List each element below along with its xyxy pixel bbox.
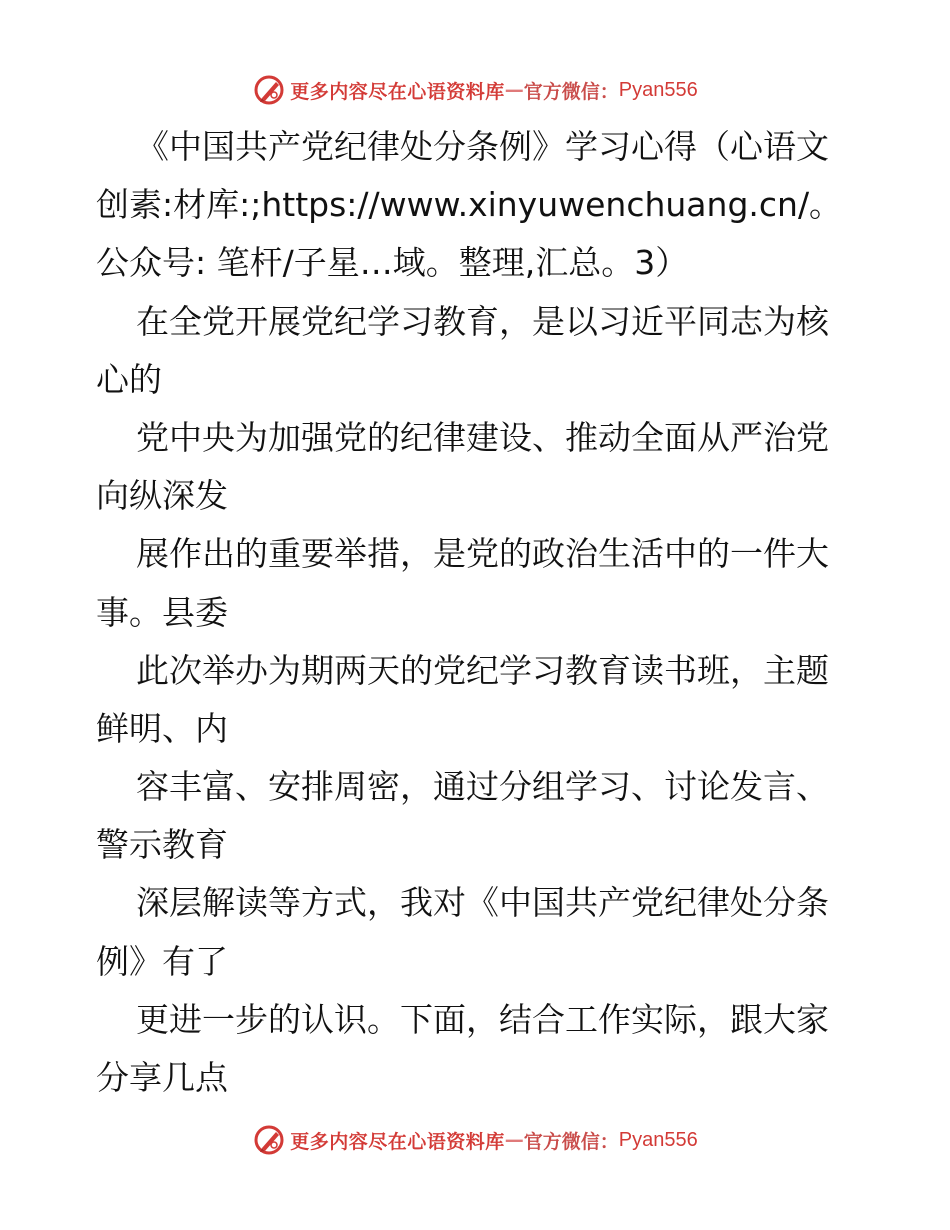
banner-wechat-label: 官方微信： [523,1130,619,1153]
banner-wechat-label: 官方微信： [523,80,619,103]
banner-wechat-id: Pyan556 [618,78,698,101]
banner-dash: — [504,79,524,101]
banner-site-text: 更多内容尽在心语资料库 [290,80,505,103]
pen-logo-icon [252,73,286,107]
body-line: 事。县委 [96,592,228,632]
banner-site-text: 更多内容尽在心语资料库 [290,1130,505,1153]
body-line: 深层解读等方式，我对《中国共产党纪律处分条 [136,883,829,923]
banner-dash: — [504,1129,524,1151]
banner-wechat-id: Pyan556 [618,1128,698,1151]
document-content [96,118,856,1107]
body-line: 党中央为加强党的纪律建设、推动全面从严治党 [136,417,829,457]
body-line: 分享几点 [96,1058,228,1097]
pen-logo-icon [252,1123,286,1157]
title-line: 《中国共产党纪律处分条例》学习心得（心语文 [136,127,829,166]
footer-banner[interactable] [0,1120,950,1160]
title-line: 公众号: 笔杆/子星…域。整理,汇总。3） [96,243,689,283]
body-line: 向纵深发 [96,476,228,516]
document-body [96,293,856,1108]
header-banner[interactable] [0,70,950,110]
body-line: 鲜明、内 [96,708,228,748]
body-line: 在全党开展党纪学习教育，是以习近平同志为核 [136,301,829,341]
body-line: 警示教育 [96,825,228,865]
document-title [96,118,856,293]
body-line: 容丰富、安排周密，通过分组学习、讨论发言、 [136,767,829,807]
body-line: 例》有了 [96,941,228,981]
body-line: 更进一步的认识。下面，结合工作实际，跟大家 [136,999,829,1039]
body-line: 心的 [96,359,162,399]
body-line: 展作出的重要举措，是党的政治生活中的一件大 [136,534,829,574]
body-line: 此次举办为期两天的党纪学习教育读书班，主题 [136,650,829,690]
title-line: 创素:材库:;https://www.xinyuwenchuang.cn/。 [96,185,843,225]
